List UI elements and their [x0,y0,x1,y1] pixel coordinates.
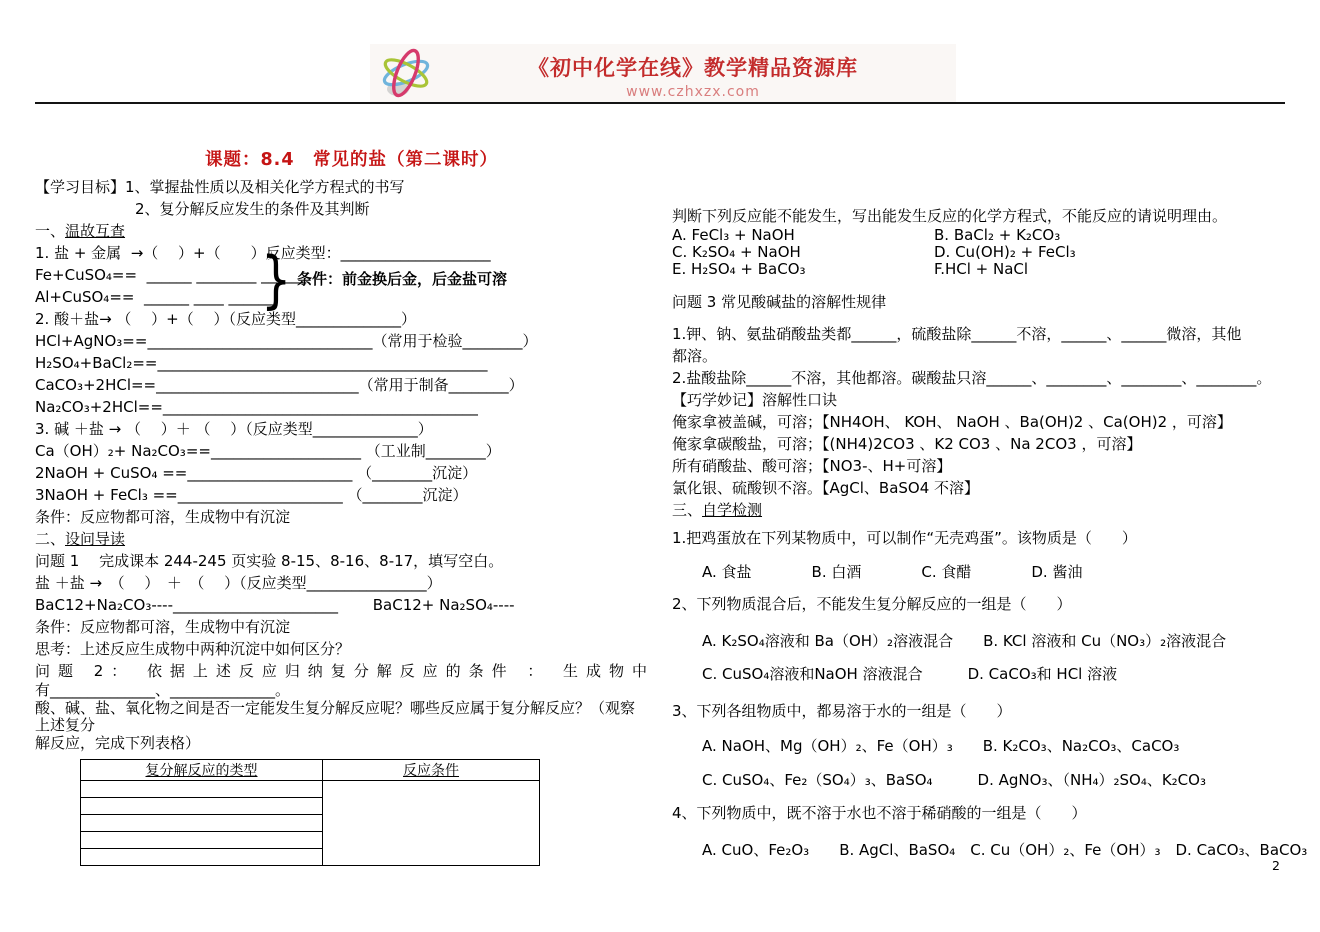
reaction-option-f: F.HCl + NaCl [934,260,1029,279]
section-prefix: 一、 [35,222,66,240]
equation-naoh-fecl3: 3NaOH + FeCl₃ ==______________________ （________沉淀） [35,486,468,504]
quiz-question-2: 2、下列物质混合后，不能发生复分解反应的一组是（ ） [672,594,1072,613]
page-title: 课题：8.4 常见的盐（第二课时） [205,150,498,170]
problem-1-line: 问题 1 完成课本 244-245 页实验 8-15、8-16、8-17，填写空白。 [35,552,504,570]
site-url: www.czhxzx.com [626,84,760,100]
quiz-1-options: A. 食盐 B. 白酒 C. 食醋 D. 酱油 [702,562,1083,581]
table-empty-cell [81,798,323,815]
reaction-option-a: A. FeCl₃ + NaOH [672,226,795,244]
section-title: 温故互查 [65,222,126,240]
solubility-rule-2: 2.盐酸盐除______不溶，其他都溶。碳酸盐只溶______、________、________、________。 [672,368,1272,387]
judge-reactions-intro: 判断下列反应能不能发生，写出能发生反应的化学方程式，不能反应的请说明理由。 [672,207,1228,225]
decomposition-reaction-table [80,759,540,866]
mnemonic-line-4: 氯化银、硫酸钡不溶。【AgCl、BaSO4 不溶】 [672,478,980,497]
problem-2-line-5: 解反应，完成下列表格） [35,733,201,752]
atom-orbits-logo-svg [378,45,436,103]
table-empty-cell [81,781,323,798]
curly-brace-glyph: } [261,244,292,317]
equation-naoh-cuso4: 2NaOH + CuSO₄ ==______________________ （________沉淀） [35,464,478,482]
quiz-3-options-cd: C. CuSO₄、Fe₂（SO₄）₃、BaSO₄ D. AgNO₃、（NH₄）₂SO₄、K₂CO₃ [702,770,1206,789]
equation-hcl-agno3: HCl+AgNO₃==______________________________（常用于检验________） [35,332,538,350]
table-header-type: 复分解反应的类型 [81,760,323,781]
table-empty-cell [81,815,323,832]
site-title: 《初中化学在线》教学精品资源库 [528,56,858,80]
table-empty-cell [81,832,323,849]
quiz-2-options-cd: C. CuSO₄溶液和NaOH 溶液混合 D. CaCO₃和 HCl 溶液 [702,664,1118,683]
left-column [35,176,680,866]
mnemonic-line-2: 俺家拿碳酸盐，可溶；【(NH4)2CO3 、K2 CO3 、Na 2CO3 ，可溶】 [672,434,1142,453]
reaction-option-d: D. Cu(OH)₂ + FeCl₃ [934,243,1076,262]
solubility-rule-1-line-1: 1.钾、钠、氨盐硝酸盐类都______，硫酸盐除______不溶，______、______微溶，其他 [672,324,1242,343]
mnemonic-heading: 【巧学妙记】溶解性口诀 [672,390,838,409]
right-column [672,205,1308,861]
reaction-pair-row [672,261,1292,278]
quiz-2-options-ab: A. K₂SO₄溶液和 Ba（OH）₂溶液混合 B. KCl 溶液和 Cu（NO₃）₂溶液混合 [702,631,1227,650]
reaction-option-c: C. K₂SO₄ + NaOH [672,243,801,262]
solubility-rule-1-line-2: 都溶。 [672,346,718,365]
reaction-pair-row [672,244,1292,261]
section-heading-guided-reading [35,528,680,550]
page-number: 2 [1272,858,1280,873]
site-header-banner [370,44,956,104]
objectives-line-2: 2、复分解反应发生的条件及其判断 [135,200,370,218]
question-3-line: 3. 碱 ＋盐 → （ ）＋ （ ）（反应类型______________） [35,420,433,438]
problem-3-heading: 问题 3 常见酸碱盐的溶解性规律 [672,292,887,311]
section-prefix: 二、 [35,530,66,548]
quiz-3-options-ab: A. NaOH、Mg（OH）₂、Fe（OH）₃ B. K₂CO₃、Na₂CO₃、CaCO₃ [702,736,1180,755]
reaction-pair-row [672,227,1292,244]
quiz-question-1: 1.把鸡蛋放在下列某物质中，可以制作“无壳鸡蛋”。该物质是（ ） [672,528,1137,547]
atom-orbits-logo [378,45,436,103]
equation-al-cuso4: Al+CuSO₄== ______ ____ ______ [35,288,274,306]
reaction-option-e: E. H₂SO₄ + BaCO₃ [672,260,806,279]
salt-salt-reaction-line: 盐 ＋盐 → （ ） ＋ （ ）（反应类型________________） [35,574,442,592]
quiz-4-options: A. CuO、Fe₂O₃ B. AgCl、BaSO₄ C. Cu（OH）₂、Fe（OH）₃ D. CaCO₃、BaCO₃ [702,840,1308,859]
quiz-question-4: 4、下列物质中，既不溶于水也不溶于稀硝酸的一组是（ ） [672,803,1087,822]
question-2-line: 2. 酸＋盐→ （ ）+（ ）（反应类型______________） [35,310,417,328]
reaction-option-b: B. BaCl₂ + K₂CO₃ [934,226,1061,244]
problem-2-line-4: 上述复分 [35,716,96,735]
metal-replacement-condition-note: 条件：前金换后金，后金盐可溶 [297,270,508,288]
equation-bacl2-line: BaC12+Na₂CO₃----______________________ BaC12+ Na₂SO₄---- [35,596,515,614]
problem-2-line-3: 酸、碱、盐、氧化物之间是否一定能发生复分解反应呢？哪些反应属于复分解反应？（观察 [35,698,636,717]
table-empty-cell [81,849,323,866]
equation-h2so4-bacl2: H₂SO₄+BaCl₂==____________________________________________ [35,354,488,372]
think-question-line: 思考：上述反应生成物中两种沉淀中如何区分？ [35,640,351,658]
problem-2-line-1: 问题 2： 依据上述反应归纳复分解反应的条件 ： 生成物中 [35,662,647,680]
mnemonic-line-1: 俺家拿被盖碱，可溶；【NH4OH、 KOH、 NaOH 、Ba(OH)2 、Ca(OH)2 ，可溶】 [672,412,1232,431]
question-1-line: 1. 盐 + 金属 →（ ）+（ ）反应类型：____________________ [35,244,491,262]
equation-caoh2-na2co3: Ca（OH）₂+ Na₂CO₃==____________________ （工业制________） [35,442,501,460]
quiz-question-3: 3、下列各组物质中，都易溶于水的一组是（ ） [672,701,1012,720]
mnemonic-line-3: 所有硝酸盐、酸可溶；【NO3-、H+可溶】 [672,456,952,475]
section-heading-review [35,220,680,242]
problem-2-line-2: 有______________、______________。 [35,681,291,699]
equation-fe-cuso4: Fe+CuSO₄== ______ ________ ______ [35,266,307,284]
condition-note-2: 条件：反应物都可溶，生成物中有沉淀 [35,618,291,636]
equation-caco3-hcl: CaCO₃+2HCl==___________________________（常用于制备________） [35,376,524,394]
objectives-line-1: 【学习目标】1、掌握盐性质以及相关化学方程式的书写 [35,178,405,196]
site-header-text [440,44,946,100]
table-row [81,781,540,798]
section-title: 设问导读 [65,530,126,548]
table-header-row [81,760,540,781]
table-merged-condition-cell [323,781,540,866]
section-prefix: 三、 [672,500,703,519]
section-title: 自学检测 [702,500,763,519]
condition-note-1: 条件：反应物都可溶，生成物中有沉淀 [35,508,291,526]
equation-na2co3-hcl: Na₂CO₃+2HCl==__________________________________________ [35,398,478,416]
table-header-condition: 反应条件 [323,760,540,781]
header-divider [35,102,1285,104]
section-heading-self-test [672,499,1292,521]
